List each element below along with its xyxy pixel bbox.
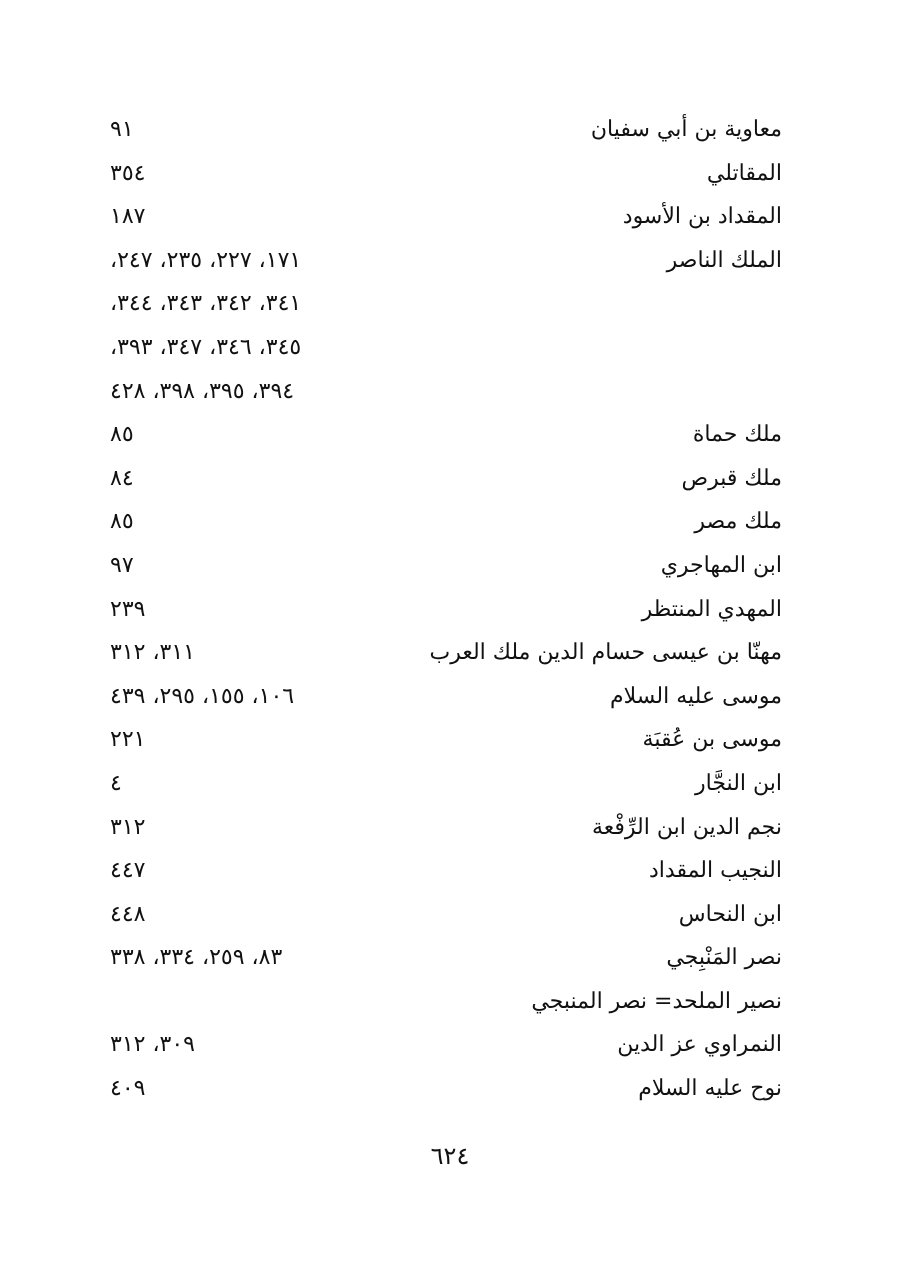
index-entry	[110, 457, 782, 501]
entry-pages: ٤	[110, 770, 122, 796]
entry-pages: ٤٤٨	[110, 901, 146, 927]
entry-name: نوح عليه السلام	[638, 1076, 782, 1102]
index-entry	[110, 1023, 782, 1067]
index-entry	[110, 108, 782, 152]
index-entry	[110, 936, 782, 980]
index-entry	[110, 893, 782, 937]
entry-pages: ٨٥	[110, 422, 134, 448]
index-entry-continuation	[110, 326, 782, 370]
index-entry-cross-reference	[110, 980, 782, 1024]
entry-name: نجم الدين ابن الرِّفْعة	[591, 814, 782, 840]
index-entry	[110, 762, 782, 806]
entry-name: ملك حماة	[692, 422, 782, 448]
entry-pages: ٤٠٩	[110, 1076, 146, 1102]
entry-name: المقداد بن الأسود	[622, 204, 782, 230]
entry-pages: ١٠٦، ١٥٥، ٢٩٥، ٤٣٩	[110, 683, 295, 709]
entry-name: ابن النحاس	[678, 901, 782, 927]
entry-pages: ٢٣٩	[110, 596, 146, 622]
entry-name: النجيب المقداد	[648, 858, 782, 884]
index-entry	[110, 675, 782, 719]
entry-name: المهدي المنتظر	[641, 596, 782, 622]
entry-name: مهنّا بن عيسى حسام الدين ملك العرب	[429, 640, 782, 666]
index-entry	[110, 195, 782, 239]
index-entry	[110, 152, 782, 196]
page-number: ٦٢٤	[430, 1142, 470, 1170]
entry-name: الملك الناصر	[666, 247, 782, 273]
entry-pages: ٣٥٤	[110, 160, 146, 186]
index-entry	[110, 500, 782, 544]
entry-name: المقاتلي	[706, 160, 782, 186]
index-entry	[110, 849, 782, 893]
entry-pages: ١٧١، ٢٢٧، ٢٣٥، ٢٤٧،	[110, 247, 302, 273]
entry-name: ملك مصر	[694, 509, 782, 535]
entry-pages: ٣٤١، ٣٤٢، ٣٤٣، ٣٤٤،	[110, 291, 302, 317]
entry-pages: ٣٩٤، ٣٩٥، ٣٩٨، ٤٢٨	[110, 378, 295, 404]
entry-pages: ٨٣، ٢٥٩، ٣٣٤، ٣٣٨	[110, 945, 283, 971]
entry-pages: ٣١١، ٣١٢	[110, 640, 195, 666]
index-entry-continuation	[110, 370, 782, 414]
entry-pages: ٣٠٩، ٣١٢	[110, 1032, 195, 1058]
entry-pages: ٨٥	[110, 509, 134, 535]
entry-name: ابن المهاجري	[660, 552, 782, 578]
entry-name: موسى عليه السلام	[610, 683, 782, 709]
entry-pages: ٣١٢	[110, 814, 146, 840]
entry-name: موسى بن عُقبَة	[642, 727, 782, 753]
entry-name: ملك قبرص	[681, 465, 782, 491]
index-entry	[110, 718, 782, 762]
entry-pages: ١٨٧	[110, 204, 146, 230]
entry-pages: ٩٧	[110, 552, 134, 578]
index-entry	[110, 806, 782, 850]
entry-pages: ٩١	[110, 117, 134, 142]
entry-pages: ٢٢١	[110, 727, 146, 753]
index-entry-continuation	[110, 282, 782, 326]
index-entry	[110, 1067, 782, 1111]
entry-name: معاوية بن أبي سفيان	[590, 117, 782, 142]
entry-pages: ٤٤٧	[110, 858, 146, 884]
index-entry	[110, 544, 782, 588]
index-entry	[110, 413, 782, 457]
index-list	[110, 108, 782, 1111]
index-entry	[110, 631, 782, 675]
entry-pages: ٣٤٥، ٣٤٦، ٣٤٧، ٣٩٣،	[110, 334, 302, 360]
index-entry	[110, 588, 782, 632]
entry-name: نصير الملحد= نصر المنبجي	[531, 988, 782, 1014]
entry-name: النمراوي عز الدين	[617, 1032, 782, 1058]
index-entry	[110, 239, 782, 283]
entry-name: نصر المَنْبِجي	[666, 945, 782, 971]
entry-pages: ٨٤	[110, 465, 134, 491]
entry-name: ابن النجَّار	[695, 770, 782, 796]
